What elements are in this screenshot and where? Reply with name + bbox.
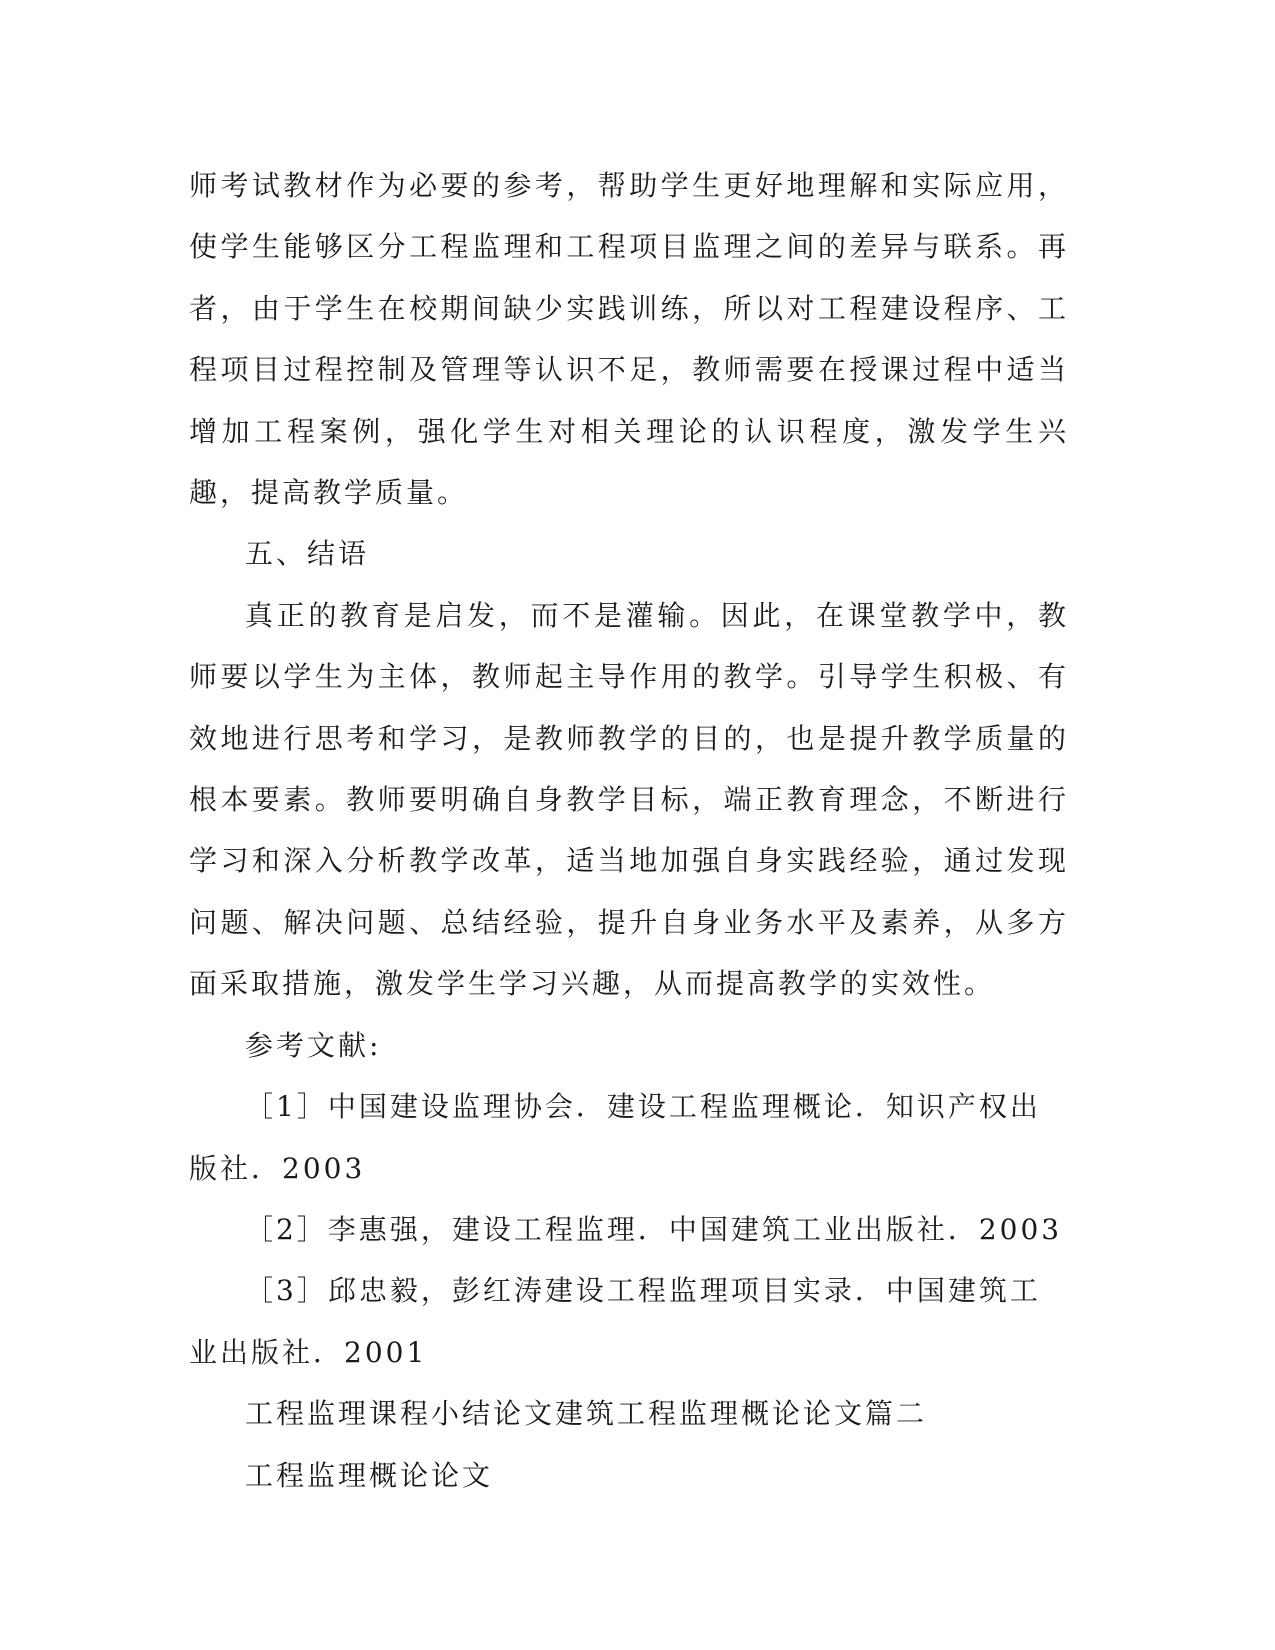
body-paragraph-continued: 师考试教材作为必要的参考，帮助学生更好地理解和实际应用，使学生能够区分工程监理和工程项目监理之间的差异与联系。再者，由于学生在校期间缺少实践训练，所以对工程建设程序、工程项目过程控制及管理等认识不足，教师需要在授课过程中适当增加工程案例，强化学生对相关理论的认识程度，激发学生兴趣，提高教学质量。 (189, 169, 1069, 510)
next-article-title: 工程监理课程小结论文建筑工程监理概论论文篇二 (245, 1397, 928, 1431)
body-paragraph-conclusion: 真正的教育是启发，而不是灌输。因此，在课堂教学中，教师要以学生为主体，教师起主导作用的教学。引导学生积极、有效地进行思考和学习，是教师教学的目的，也是提升教学质量的根本要素。教师要明确自身教学目标，端正教育理念，不断进行学习和深入分析教学改革，适当地加强自身实践经验，通过发现问题、解决问题、总结经验，提升自身业务水平及素养，从多方面采取措施，激发学生学习兴趣，从而提高教学的实效性。 (189, 598, 1069, 1001)
section-heading-conclusion: 五、结语 (245, 537, 370, 571)
reference-item-2: ［2］李惠强，建设工程监理．中国建筑工业出版社．2003 (245, 1212, 1063, 1246)
reference-item-1: ［1］中国建设监理协会．建设工程监理概论．知识产权出版社．2003 (189, 1090, 1041, 1185)
references-heading: 参考文献: (245, 1028, 382, 1062)
next-article-subtitle: 工程监理概论论文 (245, 1458, 494, 1492)
reference-item-3: ［3］邱忠毅，彭红涛建设工程监理项目实录．中国建筑工业出版社．2001 (189, 1274, 1041, 1369)
document-body (189, 155, 1069, 1506)
